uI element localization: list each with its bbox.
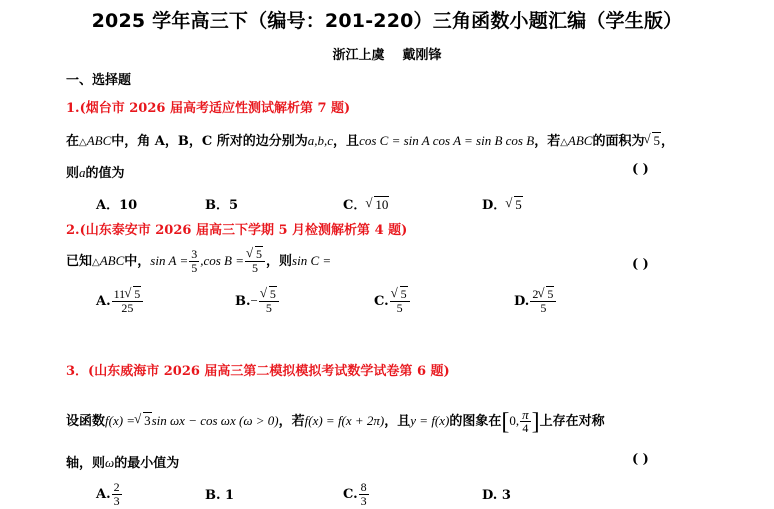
q3-option-a: A. $\frac{2}{3}$ xyxy=(96,480,120,508)
q3-line2: 轴，则ω的最小值为 xyxy=(66,455,180,471)
q1-area-sqrt: √ 5 xyxy=(644,133,661,149)
author-line xyxy=(0,44,774,63)
q1-condition: cos C = sin A cos A = sin B cos B xyxy=(359,133,535,148)
section-heading: 一、选择题 xyxy=(66,73,132,88)
q3-line1: 设函数f(x) =√ 3sin ωx − cos ωx (ω > 0)，若f(x) = f(x + 2π)，且y = f(x)的图象在[0, $\frac{\pi}{4}$ ]上存在对称 xyxy=(66,408,605,435)
author-name: 戴刚锋 xyxy=(402,48,442,63)
q2-answer-paren: ( ) xyxy=(632,257,649,272)
q2-heading: 2.(山东泰安市 2026 届高三下学期 5 月检测解析第 4 题) xyxy=(66,223,408,238)
document-title: 2025 学年高三下（编号：201-220）三角函数小题汇编（学生版） xyxy=(91,10,683,32)
q2-line1: 已知△ABC中，sin A = $\frac{3}{5}$ ,cos B = √ $\frac{5}{5}$ ，则sin C = xyxy=(66,248,331,275)
q2-option-a: A. $\frac{11√ 5}{25}$ xyxy=(96,288,144,315)
q1-option-c: C．√ 10 xyxy=(343,194,389,213)
q1-heading: 1.(烟台市 2026 届高考适应性测试解析第 7 题) xyxy=(66,101,351,116)
q3-heading: 3．(山东威海市 2026 届高三第二模拟模拟考试数学试卷第 6 题) xyxy=(66,364,450,379)
q2-option-d: D. $\frac{2√ 5}{5}$ xyxy=(514,288,557,315)
q1-line1: 在△ABC中，角 A，B，C 所对的边分别为a,b,c，且cos C = sin A cos A = sin B cos B，若△ABC的面积为√ 5， xyxy=(66,130,674,149)
q1-answer-paren: ( ) xyxy=(632,162,649,177)
q2-option-b: B.− √ $\frac{5}{5}$ xyxy=(235,288,280,315)
q1-option-a: A．10 xyxy=(96,198,138,213)
q3-answer-paren: ( ) xyxy=(632,452,649,467)
q2-option-c: C. √ $\frac{5}{5}$ xyxy=(374,288,411,315)
author-place: 浙江上虞 xyxy=(332,48,385,63)
q1-line2: 则a的值为 xyxy=(66,165,125,181)
q1-option-d: D．√ 5 xyxy=(482,194,523,213)
q3-option-b: B. 1 xyxy=(205,488,235,503)
q3-option-d: D. 3 xyxy=(482,488,511,503)
q3-option-c: C. $\frac{8}{3}$ xyxy=(343,480,367,508)
q1-option-b: B．5 xyxy=(205,198,239,213)
